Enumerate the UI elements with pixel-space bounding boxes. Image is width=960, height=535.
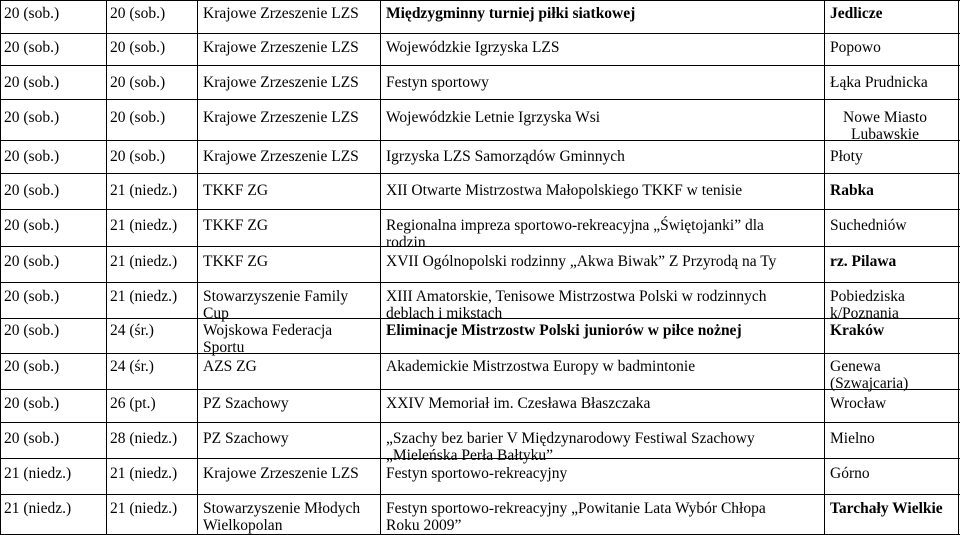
event-name: XII Otwarte Mistrzostwa Małopolskiego TKKF w tenisie [386, 182, 743, 199]
grid-line [824, 0, 825, 535]
grid-line [0, 99, 960, 100]
location: Pobiedziska k/Poznania [830, 288, 905, 322]
date-end: 26 (pt.) [110, 395, 156, 412]
grid-line [0, 494, 960, 495]
organizer: Stowarzyszenie Family Cup [203, 288, 349, 322]
date-start: 20 (sob.) [4, 39, 60, 56]
event-name: Akademickie Mistrzostwa Europy w badmintonie [386, 358, 696, 375]
event-name: „Szachy bez barier V Międzynarodowy Festiwal Szachowy „Mieleńska Perła Bałtyku” [386, 430, 755, 464]
location: Tarchały Wielkie [830, 500, 943, 517]
grid-line [0, 422, 960, 423]
event-name: Wojewódzkie Igrzyska LZS [386, 39, 560, 56]
organizer: TKKF ZG [203, 182, 269, 199]
date-end: 20 (sob.) [110, 148, 166, 165]
grid-line [106, 0, 107, 535]
date-end: 28 (niedz.) [110, 430, 178, 447]
date-start: 21 (niedz.) [4, 465, 72, 482]
date-end: 20 (sob.) [110, 74, 166, 91]
organizer: Stowarzyszenie Młodych Wielkopolan [203, 500, 361, 534]
date-end: 20 (sob.) [110, 109, 166, 126]
organizer: PZ Szachowy [203, 430, 289, 447]
date-end: 21 (niedz.) [110, 465, 178, 482]
location: Kraków [830, 322, 885, 339]
grid-line [0, 0, 1, 535]
date-end: 20 (sob.) [110, 5, 166, 22]
organizer: Krajowe Zrzeszenie LZS [203, 5, 359, 22]
location: Popowo [830, 39, 881, 56]
date-end: 21 (niedz.) [110, 217, 178, 234]
location: rz. Pilawa [830, 253, 897, 270]
date-end: 20 (sob.) [110, 39, 166, 56]
date-start: 20 (sob.) [4, 5, 60, 22]
event-name: XVII Ogólnopolski rodzinny „Akwa Biwak” Z Przyrodą na Ty [386, 253, 777, 270]
grid-line [0, 0, 960, 1]
date-end: 21 (niedz.) [110, 288, 178, 305]
date-end: 24 (śr.) [110, 322, 154, 339]
location: Wrocław [830, 395, 887, 412]
date-end: 24 (śr.) [110, 358, 154, 375]
event-name: XXIV Memoriał im. Czesława Błaszczaka [386, 395, 651, 412]
organizer: Krajowe Zrzeszenie LZS [203, 148, 359, 165]
organizer: PZ Szachowy [203, 395, 289, 412]
event-name: Regionalna impreza sportowo-rekreacyjna „Świętojanki” dla rodzin [386, 217, 764, 251]
location: Górno [830, 465, 870, 482]
organizer: TKKF ZG [203, 217, 269, 234]
grid-line [0, 173, 960, 174]
location: Mielno [830, 430, 875, 447]
date-start: 20 (sob.) [4, 217, 60, 234]
organizer: TKKF ZG [203, 253, 269, 270]
event-name: Festyn sportowy [386, 74, 489, 91]
location: Nowe Miasto Lubawskie [843, 109, 927, 143]
grid-line [0, 140, 960, 141]
grid-line [0, 282, 960, 283]
date-start: 20 (sob.) [4, 358, 60, 375]
date-end: 21 (niedz.) [110, 500, 178, 517]
location: Płoty [830, 148, 863, 165]
grid-line [0, 65, 960, 66]
grid-line [197, 0, 198, 535]
event-name: Igrzyska LZS Samorządów Gminnych [386, 148, 625, 165]
date-start: 20 (sob.) [4, 395, 60, 412]
event-name: Wojewódzkie Letnie Igrzyska Wsi [386, 109, 601, 126]
date-start: 20 (sob.) [4, 288, 60, 305]
event-name: Międzygminny turniej piłki siatkowej [386, 5, 636, 22]
location: Genewa (Szwajcaria) [830, 358, 909, 392]
date-start: 20 (sob.) [4, 109, 60, 126]
location: Rabka [830, 182, 874, 199]
date-start: 20 (sob.) [4, 74, 60, 91]
event-name: Eliminacje Mistrzostw Polski juniorów w piłce nożnej [386, 322, 742, 339]
grid-line [0, 353, 960, 354]
date-end: 21 (niedz.) [110, 182, 178, 199]
organizer: Krajowe Zrzeszenie LZS [203, 465, 359, 482]
organizer: Wojskowa Federacja Sportu [203, 322, 333, 356]
grid-line [0, 389, 960, 390]
date-start: 20 (sob.) [4, 322, 60, 339]
event-name: Festyn sportowo-rekreacyjny [386, 465, 568, 482]
event-name: Festyn sportowo-rekreacyjny „Powitanie Lata Wybór Chłopa Roku 2009” [386, 500, 766, 534]
date-start: 20 (sob.) [4, 182, 60, 199]
date-start: 20 (sob.) [4, 430, 60, 447]
organizer: Krajowe Zrzeszenie LZS [203, 39, 359, 56]
location: Łąka Prudnicka [830, 74, 928, 91]
organizer: Krajowe Zrzeszenie LZS [203, 74, 359, 91]
date-start: 20 (sob.) [4, 253, 60, 270]
organizer: Krajowe Zrzeszenie LZS [203, 109, 359, 126]
event-name: XIII Amatorskie, Tenisowe Mistrzostwa Polski w rodzinnych deblach i mikstach [386, 288, 767, 322]
date-end: 21 (niedz.) [110, 253, 178, 270]
grid-line [0, 33, 960, 34]
date-start: 20 (sob.) [4, 148, 60, 165]
grid-line [958, 0, 959, 535]
organizer: AZS ZG [203, 358, 257, 375]
grid-line [0, 209, 960, 210]
location: Jedlicze [830, 5, 883, 22]
date-start: 21 (niedz.) [4, 500, 72, 517]
location: Suchedniów [830, 217, 907, 234]
